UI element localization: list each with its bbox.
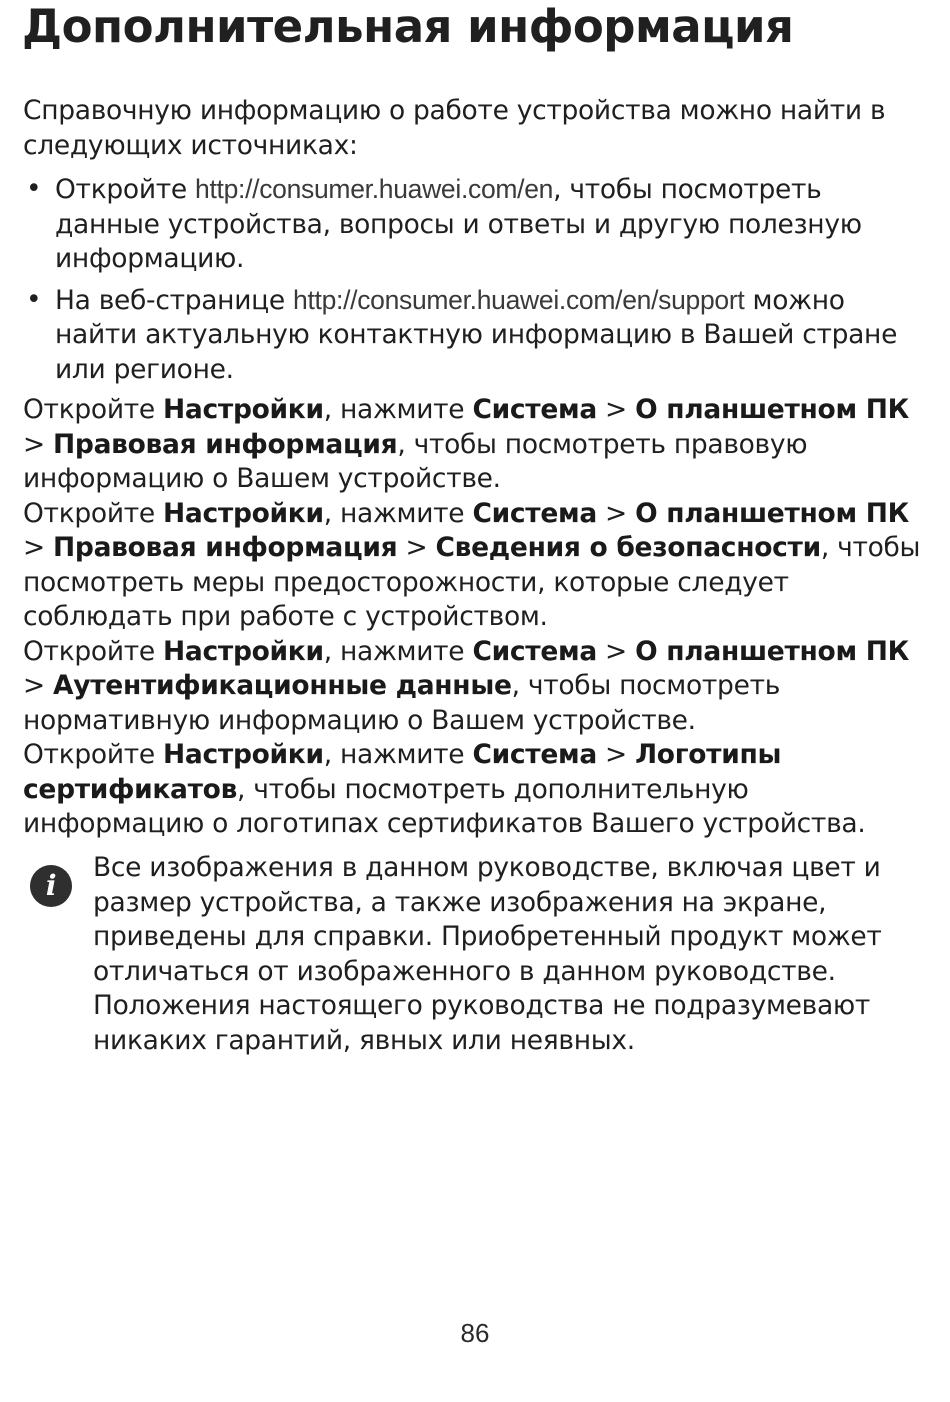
page-title: Дополнительная информация bbox=[22, 0, 794, 53]
bullet-text-before: На веб-странице bbox=[55, 284, 293, 316]
consumer-link[interactable]: http://consumer.huawei.com/en bbox=[195, 174, 554, 204]
bullet-icon: • bbox=[26, 173, 42, 204]
list-item bbox=[23, 283, 928, 388]
list-item bbox=[23, 172, 928, 277]
bullet-icon: • bbox=[26, 283, 42, 315]
bullet-text-before: Откройте bbox=[55, 174, 196, 205]
instruction-safety: Откройте Настройки, нажмите Система > О планшетном ПК > Правовая информация > Сведения о безопасности, чтобы посмотреть меры предосторожности, которые следует соблюдать при работе с устройством. bbox=[23, 497, 921, 632]
page-number: 86 bbox=[460, 1318, 490, 1348]
instruction-authentication: Откройте Настройки, нажмите Система > О планшетном ПК > Аутентификационные данные, чтобы посмотреть нормативную информацию о Вашем устройстве. bbox=[23, 635, 909, 736]
support-link[interactable]: http://consumer.huawei.com/en/support bbox=[293, 284, 745, 315]
instruction-legal: Откройте Настройки, нажмите Система > О планшетном ПК > Правовая информация, чтобы посмотреть правовую информацию о Вашем устройстве. bbox=[23, 394, 909, 494]
bullet-text-after: , чтобы посмотреть данные устройства, вопросы и ответы и другую полезную информацию. bbox=[55, 174, 862, 274]
instruction-cert-logos: Откройте Настройки, нажмите Система > Логотипы сертификатов, чтобы посмотреть дополнительную информацию о логотипах сертификатов Вашего устройства. bbox=[23, 739, 866, 839]
instructions bbox=[23, 393, 928, 842]
intro-paragraph: Справочную информацию о работе устройства можно найти в следующих источниках: bbox=[23, 95, 886, 161]
note-text: Все изображения в данном руководстве, включая цвет и размер устройства, а также изображения на экране, приведены для справки. Приобретенный продукт может отличаться от изображенного в данном руководстве. Положения настоящего руководства не подразумевают никаких гарантий, явных или неявных. bbox=[93, 852, 882, 1056]
source-list bbox=[23, 172, 928, 393]
info-icon: i bbox=[30, 865, 72, 907]
bullet-text-after: можно найти актуальную контактную информацию в Вашей стране или регионе. bbox=[55, 284, 898, 385]
